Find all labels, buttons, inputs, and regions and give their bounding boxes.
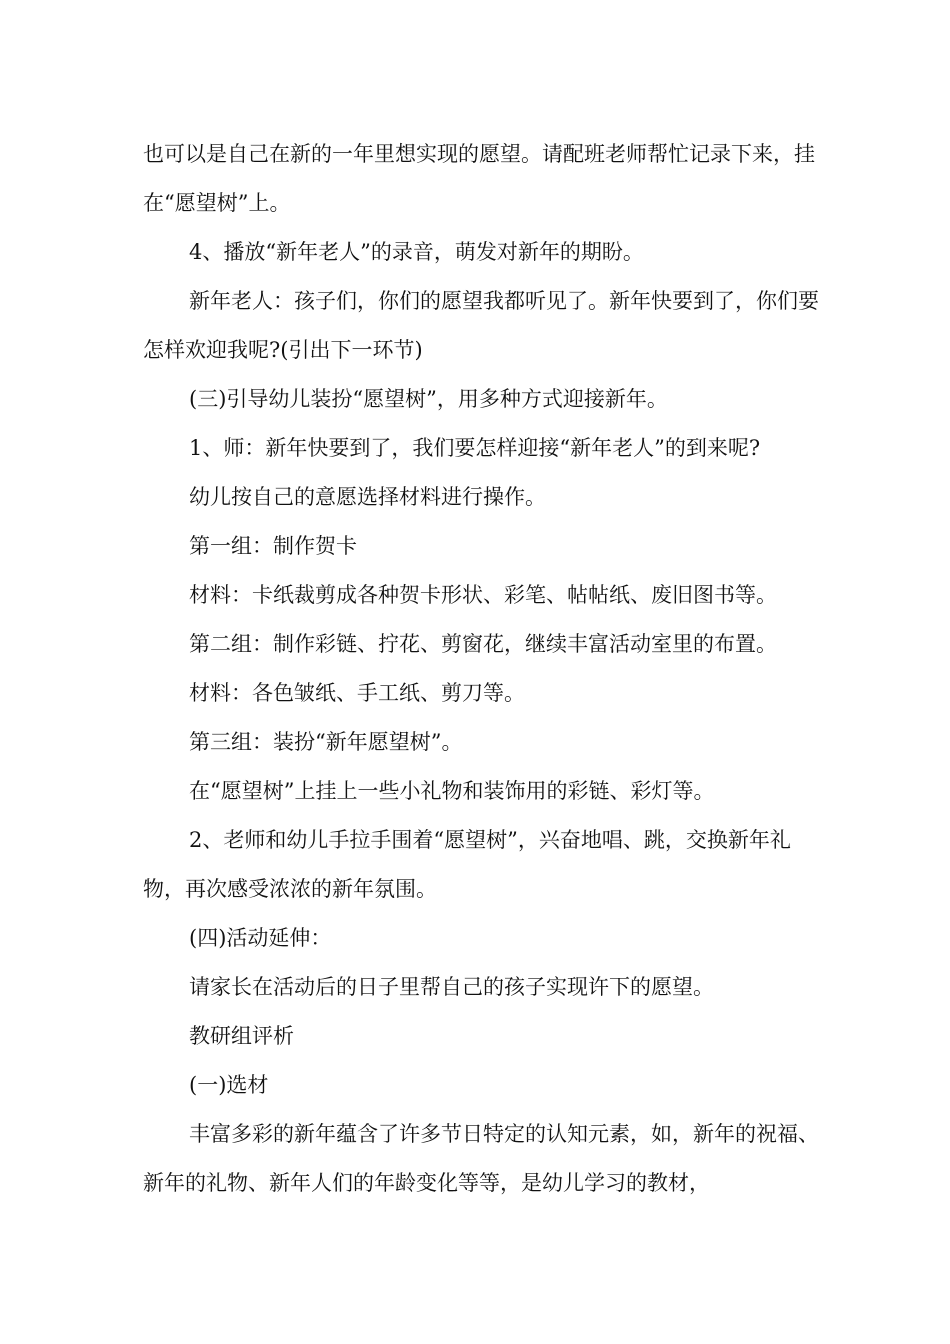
paragraph-7: 第一组：制作贺卡 <box>189 534 357 558</box>
paragraph-1: 也可以是自己在新的一年里想实现的愿望。请配班老师帮忙记录下来，挂在“愿望树”上。 <box>143 142 815 215</box>
paragraph-10: 材料：各色皱纸、手工纸、剪刀等。 <box>189 681 525 705</box>
paragraph-2: 4、播放“新年老人”的录音，萌发对新年的期盼。 <box>189 240 644 264</box>
paragraph-8: 材料：卡纸裁剪成各种贺卡形状、彩笔、帖帖纸、废旧图书等。 <box>189 583 777 607</box>
paragraph-5: 1、师：新年快要到了，我们要怎样迎接“新年老人”的到来呢? <box>189 436 761 460</box>
section-heading-3: (三)引导幼儿装扮“愿望树”，用多种方式迎接新年。 <box>189 387 668 411</box>
paragraph-12: 在“愿望树”上挂上一些小礼物和装饰用的彩链、彩灯等。 <box>189 779 715 803</box>
paragraph-13: 2、老师和幼儿手拉手围着“愿望树”，兴奋地唱、跳，交换新年礼物，再次感受浓浓的新年氛围。 <box>143 828 791 901</box>
document-body <box>143 130 823 1208</box>
paragraph-6: 幼儿按自己的意愿选择材料进行操作。 <box>189 485 546 509</box>
section-heading-review: 教研组评析 <box>189 1024 294 1048</box>
paragraph-11: 第三组：装扮“新年愿望树”。 <box>189 730 463 754</box>
paragraph-9: 第二组：制作彩链、拧花、剪窗花，继续丰富活动室里的布置。 <box>189 632 777 656</box>
paragraph-3: 新年老人：孩子们，你们的愿望我都听见了。新年快要到了，你们要怎样欢迎我呢?(引出下一环节) <box>143 289 819 362</box>
paragraph-18: 丰富多彩的新年蕴含了许多节日特定的认知元素，如，新年的祝福、新年的礼物、新年人们的年龄变化等等，是幼儿学习的教材， <box>143 1122 819 1195</box>
section-heading-4: (四)活动延伸： <box>189 926 332 950</box>
paragraph-15: 请家长在活动后的日子里帮自己的孩子实现许下的愿望。 <box>189 975 714 999</box>
section-heading-1: (一)选材 <box>189 1073 269 1097</box>
